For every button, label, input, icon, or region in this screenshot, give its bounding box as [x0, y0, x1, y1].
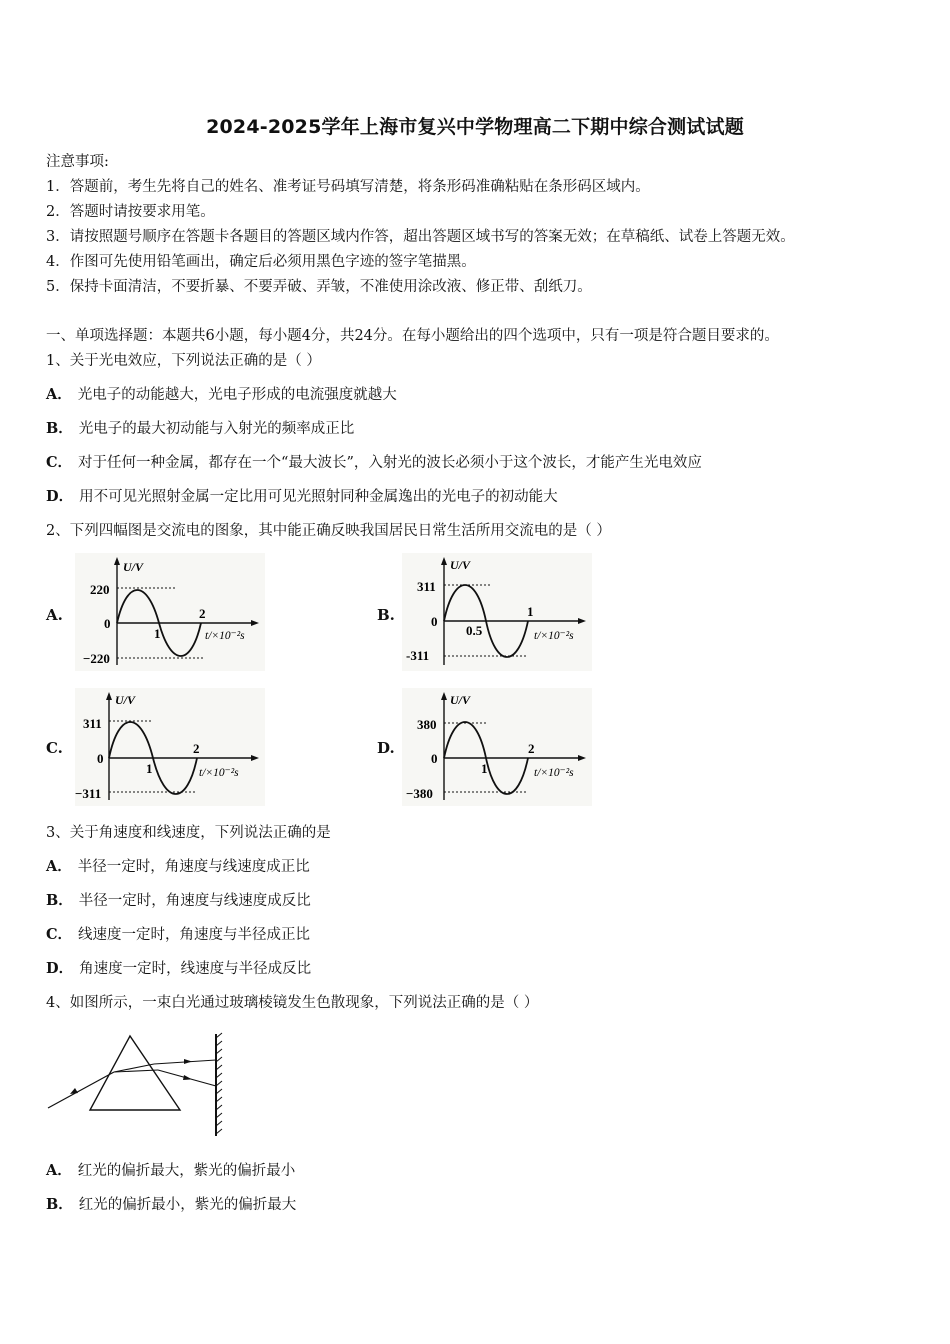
min-value: −380	[406, 786, 433, 801]
graph-d	[402, 688, 592, 806]
graph-background	[75, 688, 265, 806]
half-period-label: 1	[146, 761, 153, 776]
notice-item: 4．作图可先使用铅笔画出，确定后必须用黑色字迹的签字笔描黑。	[46, 254, 476, 270]
glass-prism	[90, 1036, 180, 1110]
q1-option-d	[46, 487, 558, 507]
option-label: C．	[46, 454, 73, 471]
zero-label: 0	[431, 614, 438, 629]
q4-option-a	[46, 1161, 295, 1181]
question-4-stem: 4、如图所示，一束白光通过玻璃棱镜发生色散现象，下列说法正确的是（ ）	[46, 995, 539, 1011]
max-value: 311	[83, 716, 102, 731]
max-value: 380	[417, 717, 437, 732]
max-value: 311	[417, 579, 436, 594]
notice-heading: 注意事项:	[46, 154, 109, 170]
min-value: −311	[75, 786, 102, 801]
y-axis-label: U/V	[115, 693, 136, 707]
period-label: 2	[528, 741, 535, 756]
option-label: B．	[46, 892, 73, 909]
graph-a	[75, 553, 265, 671]
option-label: B．	[46, 1196, 73, 1213]
y-axis-label: U/V	[450, 558, 471, 572]
graph-c-label: C.	[46, 739, 63, 757]
option-text: 半径一定时，角速度与线速度成正比	[77, 859, 310, 875]
option-label: D．	[46, 488, 74, 505]
half-period-label: 0.5	[466, 623, 483, 638]
notice-item: 1．答题前，考生先将自己的姓名、准考证号码填写清楚，将条形码准确粘贴在条形码区域内。	[46, 179, 650, 195]
option-text: 用不可见光照射金属一定比用可见光照射同种金属逸出的光电子的初动能大	[79, 489, 558, 505]
option-text: 光电子的最大初动能与入射光的频率成正比	[78, 421, 355, 437]
question-1-stem: 1、关于光电效应，下列说法正确的是（ ）	[46, 353, 321, 369]
question-2-stem: 2、下列四幅图是交流电的图象，其中能正确反映我国居民日常生活所用交流电的是（ ）	[46, 523, 611, 539]
option-label: D．	[46, 960, 74, 977]
graph-b	[402, 553, 592, 671]
x-axis-label: t/×10⁻²s	[534, 630, 574, 642]
notice-item: 5．保持卡面清洁，不要折暴、不要弄破、弄皱，不准使用涂改液、修正带、刮纸刀。	[46, 279, 592, 295]
max-value: 220	[90, 582, 110, 597]
q1-option-c	[46, 453, 702, 473]
q3-option-d	[46, 959, 311, 979]
option-label: B．	[46, 420, 73, 437]
x-axis-label: t/×10⁻²s	[205, 630, 245, 642]
graph-background	[402, 553, 592, 671]
notice-item: 3．请按照题号顺序在答题卡各题目的答题区域内作答，超出答题区域书写的答案无效；在草稿纸、试卷上答题无效。	[46, 229, 795, 245]
period-label: 1	[527, 604, 534, 619]
period-label: 2	[199, 606, 206, 621]
y-axis-label: U/V	[450, 693, 471, 707]
graph-a-label: A.	[46, 606, 63, 624]
period-label: 2	[193, 741, 200, 756]
min-value: −220	[83, 651, 110, 666]
zero-label: 0	[97, 751, 104, 766]
incident-white-light	[48, 1072, 114, 1108]
zero-label: 0	[104, 616, 111, 631]
half-period-label: 1	[154, 626, 161, 641]
x-axis-label: t/×10⁻²s	[199, 767, 239, 779]
q4-option-b	[46, 1195, 296, 1215]
option-label: A．	[46, 1162, 72, 1179]
option-text: 光电子的动能越大，光电子形成的电流强度就越大	[77, 387, 397, 403]
option-label: A．	[46, 386, 72, 403]
y-axis-label: U/V	[123, 560, 144, 574]
min-value: -311	[406, 648, 430, 663]
graph-b-label: B.	[377, 606, 395, 624]
option-text: 红光的偏折最小，紫光的偏折最大	[78, 1197, 297, 1213]
option-label: C．	[46, 926, 73, 943]
option-text: 半径一定时，角速度与线速度成反比	[78, 893, 311, 909]
half-period-label: 1	[481, 761, 488, 776]
q1-option-a	[46, 385, 397, 405]
graph-d-label: D.	[377, 739, 395, 757]
emergent-arrow-lower	[183, 1075, 192, 1080]
q3-option-a	[46, 857, 310, 877]
option-text: 角速度一定时，线速度与半径成反比	[79, 961, 312, 977]
graph-c	[75, 688, 265, 806]
q1-option-b	[46, 419, 354, 439]
q3-option-b	[46, 891, 311, 911]
prism-dispersion-figure	[44, 1030, 234, 1142]
page-title: 2024-2025学年上海市复兴中学物理高二下期中综合测试试题	[206, 116, 744, 138]
emergent-arrow-upper	[184, 1059, 192, 1064]
section-heading: 一、单项选择题：本题共6小题，每小题4分，共24分。在每小题给出的四个选项中，只有一项是符合题目要求的。	[46, 328, 779, 344]
x-axis-label: t/×10⁻²s	[534, 767, 574, 779]
zero-label: 0	[431, 751, 438, 766]
option-text: 对于任何一种金属，都存在一个“最大波长”，入射光的波长必须小于这个波长，才能产生光电效应	[78, 455, 702, 471]
notice-item: 2．答题时请按要求用笔。	[46, 204, 215, 220]
incident-arrow	[70, 1088, 78, 1094]
question-3-stem: 3、关于角速度和线速度，下列说法正确的是	[46, 825, 331, 841]
option-text: 红光的偏折最大，紫光的偏折最小	[77, 1163, 296, 1179]
q3-option-c	[46, 925, 310, 945]
option-label: A．	[46, 858, 72, 875]
option-text: 线速度一定时，角速度与半径成正比	[78, 927, 311, 943]
